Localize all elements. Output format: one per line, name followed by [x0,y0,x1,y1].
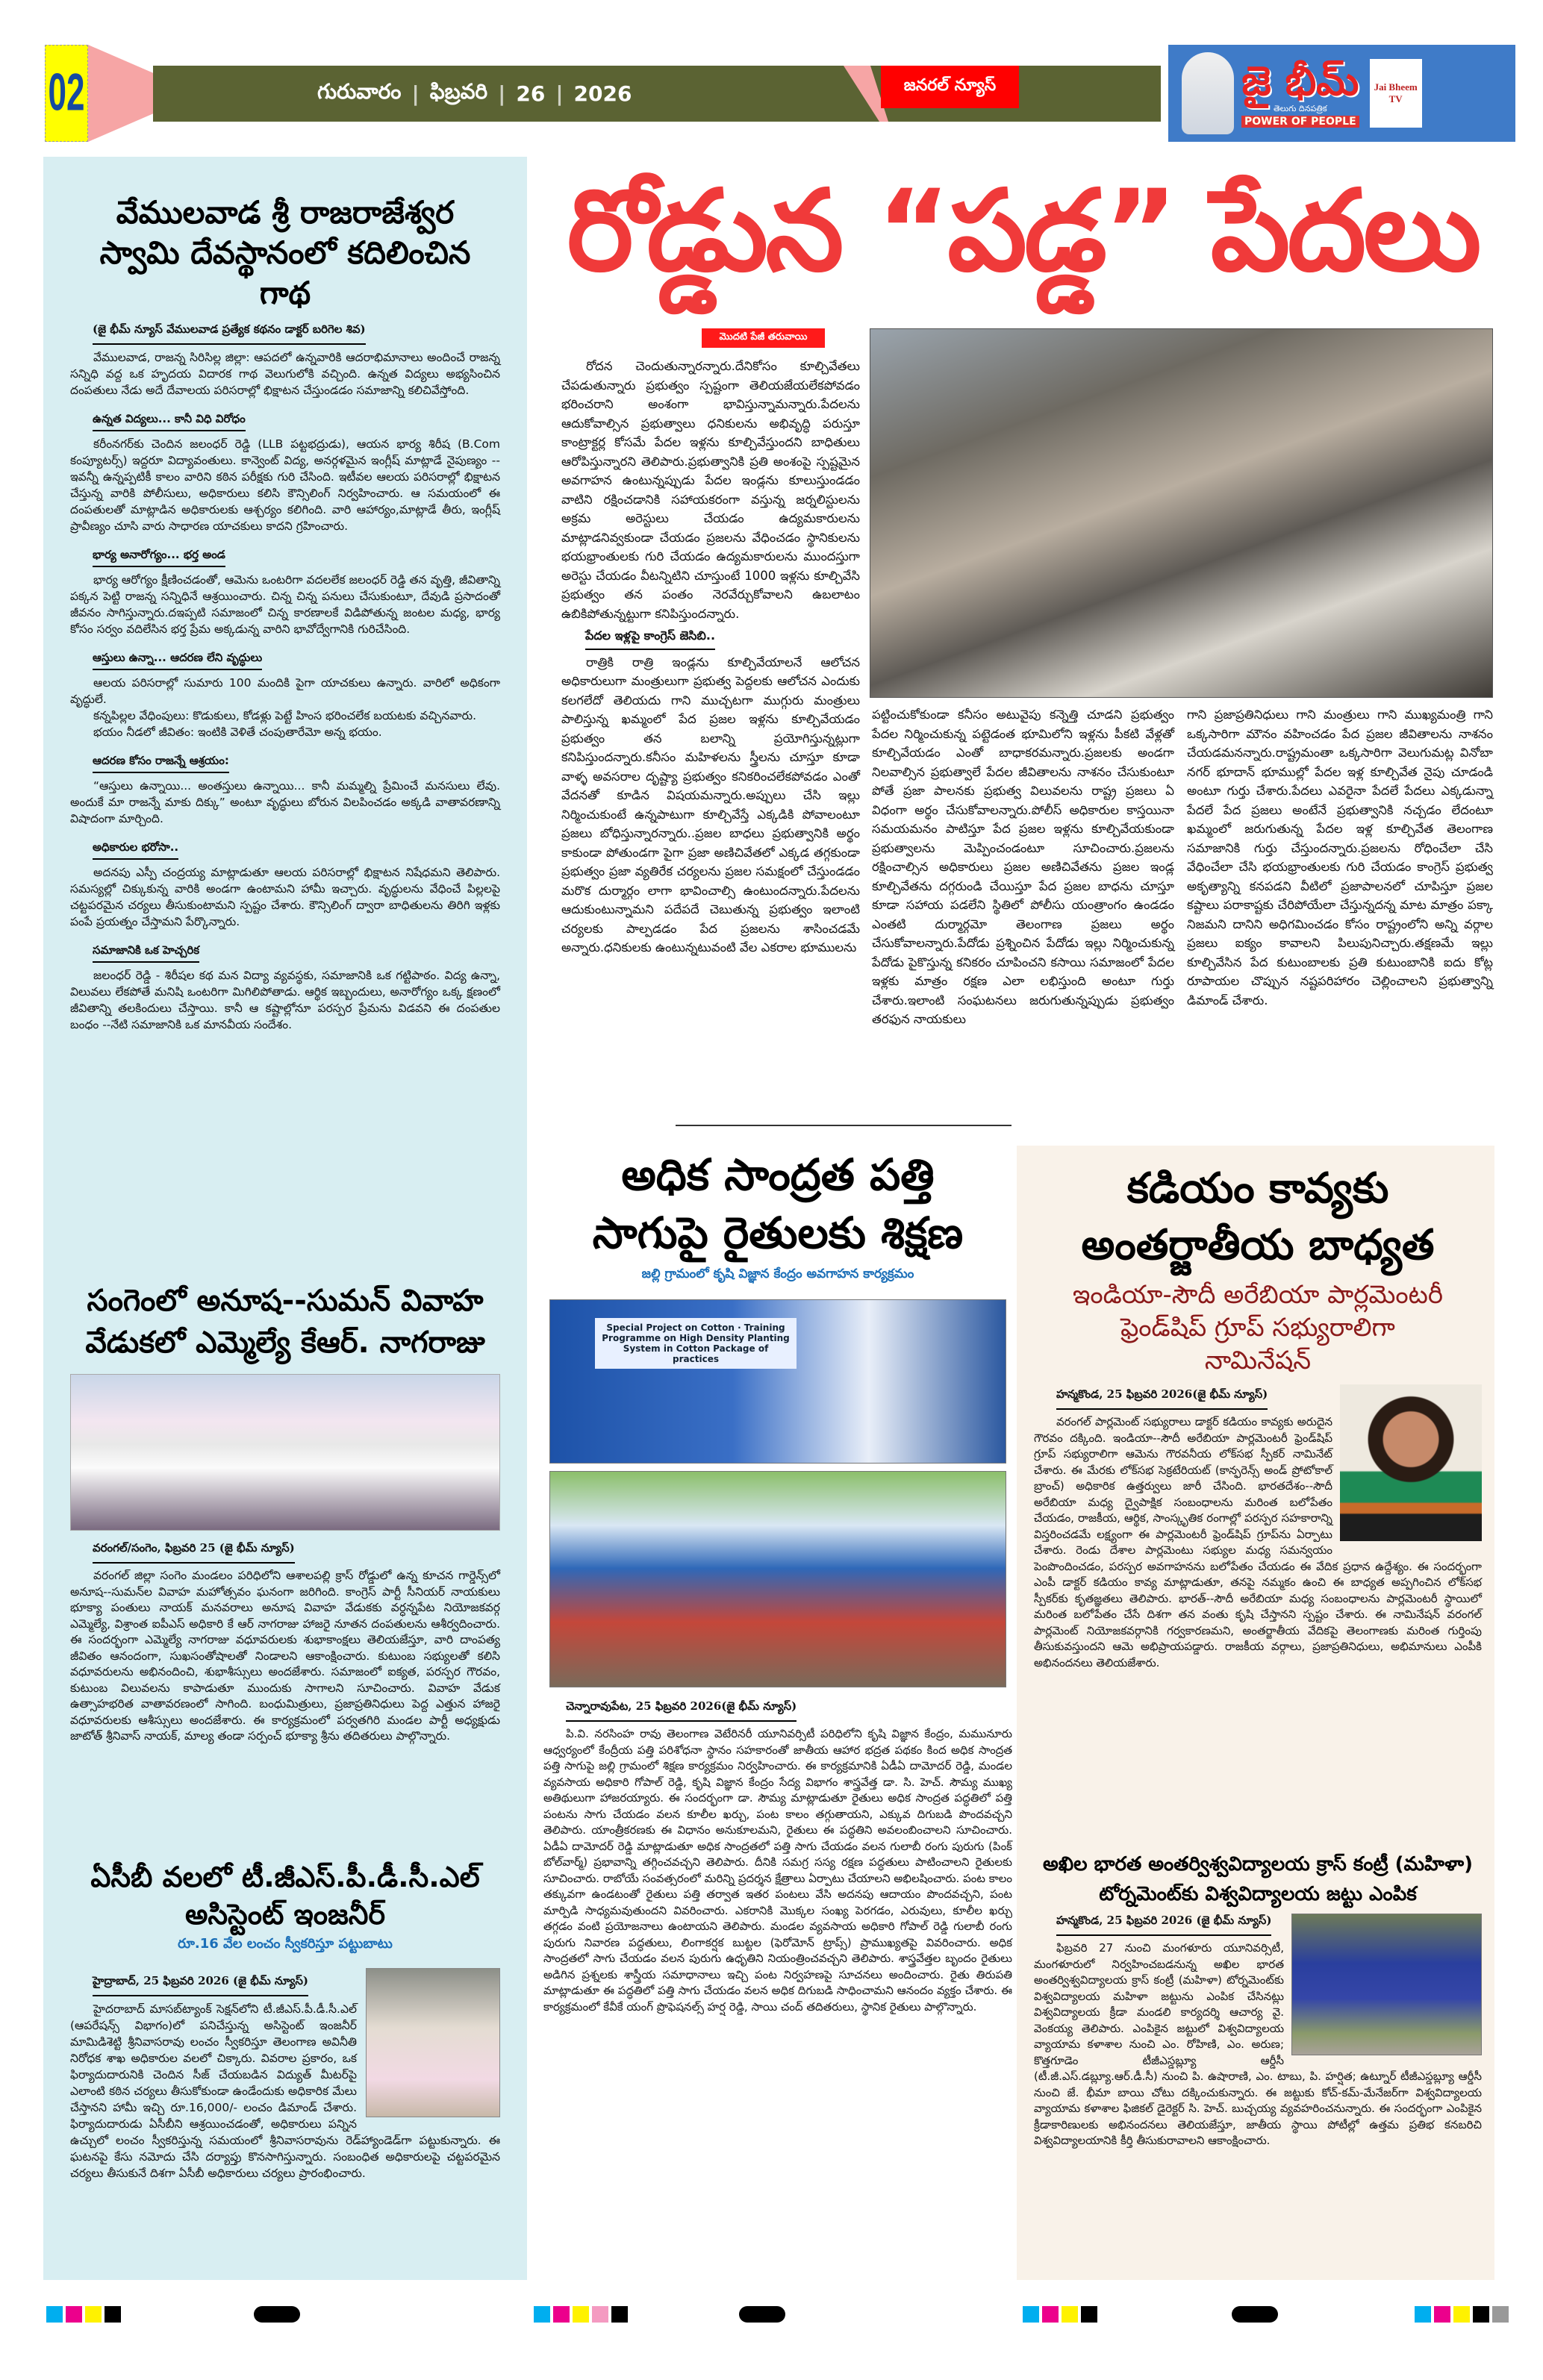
color-swatch [592,2306,608,2323]
color-swatch [46,2306,63,2323]
paragraph: హైదరాబాద్ మాసబ్‌ట్యాంక్ సెక్షన్‌లోని టీ.జీఎస్.పీ.డీ.సీ.ఎల్ (ఆపరేషన్స్ విభాగం)లో పనిచేస్తున్న అసిస్టెంట్ ఇంజనీర్ మామిడిశెట్టి శ్రీనివాసరావు లంచం స్వీకరిస్తూ తెలంగాణ అవినీతి నిరోధక శాఖ అధికారుల వలలో చిక్కారు. వివరాల ప్రకారం, ఒక ఫిర్యాదుదారునికి చెందిన సీజ్ చేయబడిన విద్యుత్ మీటర్‌పై ఎలాంటి కఠిన చర్యలు తీసుకోకుండా ఉండేందుకు అధికారిక మేలు చేస్తానని హామీ ఇచ్చి రూ.16,000/- లంచం డిమాండ్ చేశారు. ఫిర్యాదుదారుడు ఏసీబీని ఆశ్రయించడంతో, అధికారులు పన్నిన ఉచ్చులో లంచం స్వీకరిస్తున్న సమయంలో శ్రీనివాసరావును రెడ్‌హ్యాండెడ్‌గా పట్టుకున్నారు. ఈ ఘటనపై కేసు నమోదు చేసి దర్యాప్తు కొనసాగిస్తున్నారు. సంబంధిత అధికారులపై చట్టపరమైన చర్యలు తీసుకునే దిశగా ఏసీబీ అధికారులు చర్యలు ప్రారంభించారు. [70,2002,500,2180]
paragraph: రాత్రికి రాత్రి ఇండ్లను కూల్చివేయాలనే ఆలోచన అధికారులుగా మంత్రులుగా ప్రభుత్వ పెద్దలకు ఆలోచన ఎందుకు కలగలేదో తెలియదు గాని ముచ్చటగా ముగ్గురు మంత్రులు పాలిస్తున్న ఖమ్మంలో పేద ప్రజల ఇళ్లను కూల్చివేయడం ప్రభుత్వం తన బలాన్ని ప్రయోగిస్తున్నట్లుగా కనిపిస్తుందన్నారు.కనీసం మహిళలను స్త్రీలను చూస్తూ కూడా వాళ్ళ అవసరాల దృష్ట్యా ప్రభుత్వం కనికరించలేకపోవడం ఎంతో వేదనతో కూడిన విషయమన్నారు.అప్పులు చేసి ఇల్లు నిర్మించుకుంటే ఉన్నపాటుగా కూల్చివేస్తే ఎక్కడికి పోవాలంటూ ప్రజలు బోధిస్తున్నారన్నారు..ప్రజల బాధలు ప్రభుత్వానికి అర్థం కాకుండా పోతుండగా పైగా ప్రజా అణిచివేతలో ఎక్కడ తగ్గకుండా ప్రభుత్వం ప్రజా వ్యతిరేక చర్యలను ప్రజల సమక్షంలో చేస్తుండడం మరొక దుర్మార్గం లాగా భావించాల్సి ఉంటుందన్నారు.పేదలను ఆదుకుంటున్నామని పదేపదే చెబుతున్న ప్రభుత్వం ఇలాంటి చర్యలకు పాల్పడడం పేద ప్రజలను శాసించడమే అన్నారు.ధనికులకు ఉంటున్నటువంటి వేల ఎకరాల భూములను [561,655,860,955]
color-swatch [1453,2306,1470,2323]
color-swatch [1492,2306,1509,2323]
date-month: ఫిబ్రవరి [429,78,488,104]
color-swatch [66,2306,82,2323]
subheading: అధికారుల భరోసా.. [93,839,178,860]
subheadline: రూ.16 వేల లంచం స్వీకరిస్తూ పట్టుబాటు [178,1936,393,1952]
kadiyam-kavya-photo [1340,1384,1482,1541]
paragraph: “ఆస్తులు ఉన్నాయి... అంతస్తులు ఉన్నాయి... కానీ మమ్మల్ని ప్రేమించే మనసులు లేవు. అందుకే మా రాజన్నే మాకు దిక్కు” అంటూ వృద్ధులు బోరున విలపించడం అక్కడి వాతావరణాన్ని విషాదంగా మార్చింది. [70,779,500,825]
subheading: సమాజానికి ఒక హెచ్చరిక [93,942,199,963]
article-vemulawada [70,193,500,1033]
color-swatch [1473,2306,1489,2323]
dateline: హన్మకొండ, 25 ఫిబ్రవరి 2026 (జై భీమ్ న్యూస్) [1056,1911,1271,1936]
color-swatch [573,2306,589,2323]
paragraph: ఆలయ పరిసరాల్లో సుమారు 100 మందికి పైగా యాచకులు ఉన్నారు. వారిలో అధికంగా వృద్ధులే. [70,676,500,706]
paragraph: భార్య ఆరోగ్యం క్షీణించడంతో, ఆమెను ఒంటరిగా వదలలేక జలంధర్ రెడ్డి తన వృత్తి, జీవితాన్ని పక్కన పెట్టి రాజన్న సన్నిధినే ఆశ్రయించారు. చిన్న చిన్న పనులు చేసుకుంటూ, దేవుడి ప్రసాదంతో జీవనం సాగిస్తున్నారు.దఇప్పటి సమాజంలో చిన్న కారణాలకే విడిపోతున్న జంటల మధ్య, భార్య కోసం సర్వం వదిలేసిన భర్త ప్రేమ అక్కడున్న వారిని భావోద్వేగానికి గురిచేసింది. [70,573,500,636]
subheading: ఆస్తులు ఉన్నా... ఆదరణ లేని వృద్ధులు [93,649,262,670]
color-swatch [1042,2306,1059,2323]
paragraph: వరంగల్ జిల్లా సంగెం మండలం పరిధిలోని ఆశాలపల్లి క్రాస్ రోడ్డులో ఉన్న కూచన గార్డెన్స్‌లో అనూష--సుమన్‌ల వివాహ మహోత్సవం ఘనంగా జరిగింది. కాంగ్రెస్ పార్టీ సీనియర్ నాయకులు భూక్యా పంతులు నాయక్ మనవరాలు అనూష వివాహ వేడుకకు వర్ధన్నపేట నియోజకవర్గ ఎమ్మెల్యే, విశ్రాంత ఐపీఎస్ అధికారి కే ఆర్ నాగరాజు హాజరై నూతన దంపతులను ఆశీర్వదించారు. ఈ సందర్భంగా ఎమ్మెల్యే నాగరాజు వధూవరులకు శుభాకాంక్షలు తెలియజేస్తూ, వారి దాంపత్య జీవితం ఆనందంగా, సుఖసంతోషాలతో నిండాలని ఆకాంక్షించారు. కుటుంబ సభ్యులతో కలిసి వధూవరులను అభినందించి, శుభాశీస్సులు అందజేశారు. సమాజంలో ఐక్యత, పరస్పర గౌరవం, కుటుంబ విలువలను కాపాడుతూ ముందుకు సాగాలని సూచించారు. వివాహ వేడుక ఉత్సాహభరిత వాతావరణంలో సాగింది. బంధుమిత్రులు, ప్రజాప్రతినిధులు పెద్ద ఎత్తున హాజరై వధూవరులకు ఆశీస్సులు అందజేశారు. ఈ కార్యక్రమంలో పర్వతగిరి మండల పార్టీ అధ్యక్షుడు జాటోత్ శ్రీనివాస్ నాయక్, మాల్య తండా సర్పంచ్ భూక్యా శ్రీను తదితరులు పాల్గొన్నారు. [70,1569,500,1743]
logo-slogan: POWER OF PEOPLE [1241,116,1359,128]
paragraph: పట్టించుకోకుండా కనీసం అటువైపు కన్నెత్తి చూడని ప్రభుత్వం పేదల నిర్మించుకున్న పట్టెడంత భూమిలోని ఇళ్లను పీకటి వేళ్లతో కూల్చివేయడం ఎంతో బాధాకరమన్నారు.ప్రజలకు అండగా నిలవాల్సిన ప్రభుత్వాలే పేదల జీవితాలను నాశనం చేసుకుంటూ పోతే ప్రజా పాలనకు ప్రభుత్వ విలువలను రాష్ట్ర ప్రజలు ఏ విధంగా అర్థం చేసుకోవాలన్నారు.పోలీస్ అధికారుల కాస్తయినా సమయమనం పాటిస్తూ పేద ప్రజల ఇళ్లను కూల్చివేయకుండా ప్రభుత్వాలను మెప్పించండంటూ సూచించారు.ప్రజలను రక్షించాల్సిన అధికారులు ప్రజల అణిచివేతను ప్రజల ఇండ్ల కూల్చివేతను దగ్గరుండి చేయిస్తూ పేద ప్రజల బాధను చూస్తూ కూడా సహాయ పడలేని స్థితిలో పోలీసు యంత్రాంగం ఉండడం ఎంతటి దుర్మార్గమో తెలంగాణ ప్రజలు అర్థం చేసుకోవాలన్నారు.పేదోడు ప్రశ్నించిన పేదోడు ఇల్లు నిర్మించుకున్న పేదోడు పైకొస్తున్న కనికరం చూపించని కసాయి సమాజంలో పేదల ఇళ్లకు మాత్రం రక్షణ ఎలా లభిస్తుంది అంటూ గుర్తు చేశారు.ఇలాంటి సంఘటనలు జరుగుతున్నప్పుడు ప్రభుత్వం తరఫున నాయకులు [872,708,1174,1026]
date-year: 2026 [573,81,632,106]
color-swatch [1434,2306,1450,2323]
color-swatch [105,2306,121,2323]
color-swatch [553,2306,570,2323]
wedding-photo [70,1374,500,1531]
headline: వేములవాడ శ్రీ రాజరాజేశ్వర స్వామి దేవస్థానంలో కదిలించిన గాథ [99,194,471,311]
logo-tagline: తెలుగు దినపత్రిక [1274,104,1327,113]
lead-column-1 [561,357,860,958]
color-swatch [1081,2306,1097,2323]
page-number: 02 [48,63,85,122]
paragraph: వేములవాడ, రాజన్న సిరిసిల్ల జిల్లా: ఆపదలో ఉన్నవారికి ఆదరాభిమానాలు అందించే రాజన్న సన్నిధి వద్ద ఒక హృదయ విదారక గాథ వెలుగులోకి వచ్చింది. ఉన్నత విద్యలు అభ్యసించిన దంపతులు నేడు అదే దేవాలయ పరిసరాల్లో భిక్షాటన చేస్తుండడం సమాజాన్ని కలిచివేస్తోంది. [70,351,500,397]
color-swatch [611,2306,628,2323]
header-date-bar: గురువారం | ఫిబ్రవరి | 26 | 2026 [153,66,1161,122]
dateline: చెన్నారావుపేట, 25 ఫిబ్రవరి 2026(జై భీమ్ న్యూస్) [566,1696,797,1722]
paragraph: ఫిబ్రవరి 27 నుంచి మంగళూరు యూనివర్సిటీ, మంగళూరులో నిర్వహించబడనున్న అఖిల భారత అంతర్విశ్వవిద్యాలయ క్రాస్ కంట్రీ (మహిళా) టోర్నమెంట్‌కు విశ్వవిద్యాలయ మహిళా జట్టును ఎంపిక చేసినట్లు విశ్వవిద్యాలయ క్రీడా మండలి కార్యదర్శి ఆచార్య వై. వెంకయ్య తెలిపారు. ఎంపికైన జట్టులో విశ్వవిద్యాలయ వ్యాయామ కళాశాల నుంచి ఎం. రోహిణి, ఎం. అరుణ; కొత్తగూడెం టీజీఎస్డబ్ల్యూ ఆర్డీసీ (టీ.జీ.ఎస్.డబ్ల్యూ.ఆర్.డీ.సీ) నుంచి పి. ఉషారాణి, ఎం. టాబు, పి. హర్షిత; ఉట్నూర్ టీజీఎస్డబ్ల్యూ ఆర్డీసీ నుంచి జే. భీమా బాయి చోటు దక్కించుకున్నారు. ఈ జట్టుకు కోచ్-కమ్-మేనేజర్‌గా విశ్వవిద్యాలయ వ్యాయామ కళాశాల ఫిజికల్ డైరెక్టర్ సి. హెచ్. బుచ్చయ్య వ్యవహరించనున్నారు. ఈ సందర్భంగా ఎంపికైన క్రీడాకారిణులకు అభినందనలు తెలియజేస్తూ, జాతీయ స్థాయి పోటీల్లో ఉత్తమ ప్రతిభ కనబరిచి విశ్వవిద్యాలయానికి కీర్తి తీసుకురావాలని ఆకాంక్షించారు. [1034,1941,1482,2147]
paragraph: రోదన చెందుతున్నారన్నారు.దేనికోసం కూల్చివేతలు చేపడుతున్నారు ప్రభుత్వం స్పష్టంగా తెలియజేయలేకపోవడం భరించరాని అంశంగా భావిస్తున్నామన్నారు.పేదలను ఆదుకోవాల్సిన ప్రభుత్వాలు ధనికులను అభివృద్ధి పరుస్తూ కాంట్రాక్టర్ల కోసమే పేదల ఇళ్లను కూల్చివేస్తుందని బాధితులు ఆరోపిస్తున్నారని తెలిపారు.ప్రభుత్వానికి ప్రతి అంశంపై స్పష్టమైన అవగాహన ఉంటున్నప్పుడు పేదల ఇండ్లను కూలుస్తుండడం వాటిని రక్షించడానికి సహాయకరంగా వస్తున్న జర్నలిస్టులను అక్రమ అరెస్టులు చేయడం ఉద్యమకారులను మాట్లాడనివ్వకుండా చేయడం ప్రజలను వేధించడం స్థానికులను భయభ్రాంతులకు గురి చేయడం ఉద్యమకారులను ముందస్తుగా అరెస్టు చేయడం వీటన్నిటిని చూస్తుంటే 1000 ఇళ్లను కూల్చివేసి ప్రభుత్వం తన పంతం నెరవేర్చుకోవాలని ఉబలాటం ఉబికిపోతున్నట్టుగా కనిపిస్తుందన్నారు. [561,359,860,621]
byline: (జై భీమ్ న్యూస్ వేములవాడ ప్రత్యేక కథనం డాక్టర్ బరిగెల శివ) [93,319,366,345]
paragraph: పి.వి. నరసింహ రావు తెలంగాణ వెటేరినరీ యూనివర్సిటీ పరిధిలోని కృషి విజ్ఞాన కేంద్రం, మమునూరు ఆధ్వర్యంలో కేంద్రీయ పత్తి పరిశోధనా స్థానం సహకారంతో జాతీయ ఆహార భద్రత పథకం కింద అధిక సాంద్రత పత్తి సాగుపై జల్లి గ్రామంలో శిక్షణ కార్యక్రమం నిర్వహించారు. ఈ కార్యక్రమానికి ఏడీఏ దామోదర్ రెడ్డి, మండల వ్యవసాయ అధికారి గోపాల్ రెడ్డి, కృషి విజ్ఞాన కేంద్రం సేద్య విభాగం శాస్త్రవేత్త డా. సి. హెచ్. సౌమ్య ముఖ్య అతిథులుగా హాజరయ్యారు. ఈ సందర్భంగా డా. సౌమ్య మాట్లాడుతూ రైతులు అధిక సాంద్రత పద్ధతిలో పత్తి పంటను సాగు చేయడం వలన కూలీల ఖర్చు, పంట కాలం తగ్గుతాయని, ఎక్కువ దిగుబడి పొందవచ్చని తెలిపారు. యాంత్రీకరణకు ఈ విధానం అనుకూలమని, రైతులు ఈ పద్ధతిని అవలంబించాలని సూచించారు. ఏడీఏ దామోదర్ రెడ్డి మాట్లాడుతూ అధిక సాంద్రతలో పత్తి సాగు చేయడం వలన గులాబీ రంగు పురుగు (పింక్ బోల్‌వార్మ్) ప్రభావాన్ని తగ్గించవచ్చని తెలిపారు. దీనికి సమగ్ర సస్య రక్షణ పద్ధతులు పాటించాలని రైతులకు సూచించారు. రాబోయే సంవత్సరంలో మరిన్ని ప్రదర్శన క్షేత్రాలు ఏర్పాటు చేయాలని అభిలషించారు. పంట కాలం తక్కువగా ఉండటంతో రైతులు పత్తి తర్వాత ఇతర పంటలు వేసి అదనపు ఆదాయం పొందవచ్చని, పంట మార్పిడి సాధ్యమవుతుందని వివరించారు. ఎకరానికి మొక్కల సంఖ్య పెరగడం, ఎరువులు, కూలీల ఖర్చు తగ్గడం వంటి ప్రయోజనాలు ఉంటాయని తెలిపారు. మండల వ్యవసాయ అధికారి గోపాల్ రెడ్డి గులాబీ రంగు పురుగు నివారణ పద్ధతులు, లింగాకర్షక బుట్టల (ఫెరోమోన్ ట్రాప్స్) ప్రాముఖ్యతపై వివరించారు. అధిక సాంద్రతలో సాగు చేయడం వలన పురుగు ఉధృతిని నియంత్రించవచ్చని తెలిపారు. శాస్త్రవేత్తల బృందం రైతులు అడిగిన ప్రశ్నలకు శాస్త్రీయ సమాధానాలు ఇచ్చి పంట నిర్వహణపై సూచనలు అందించారు. రైతు తిరుపతి మాట్లాడుతూ ఈ పద్ధతిలో పత్తి సాగు చేయడం వలన అధిక దిగుబడి సాధించామని ఆనందం వ్యక్తం చేశారు. ఈ కార్యక్రమంలో కేవీకే యంగ్ ప్రొఫెషనల్స్ హర్ష రెడ్డి, సాయి చంద్ తదితరులు, స్థానిక రైతులు పాల్గొన్నారు. [543,1727,1012,2014]
headline: ఏసీబీ వలలో టీ.జీఎస్.పీ.డీ.సీ.ఎల్ అసిస్టెంట్ ఇంజనీర్ [90,1861,480,1931]
paragraph: కన్నపిల్లల వేధింపులు: కొడుకులు, కోడళ్లు పెట్టే హింస భరించలేక బయటకు వచ్చినవారు. [93,709,477,722]
article-university [1034,1849,1482,2149]
paragraph: గాని ప్రజాప్రతినిధులు గాని మంత్రులు గాని ముఖ్యమంత్రి గాని ఒక్కసారిగా మౌనం వహించడం పేద ప్రజల జీవితాలను నాశనం చేయడమనన్నారు.రాష్ట్రమంతా ఒక్కసారిగా వెలుగుమట్ల వినోబా నగర్ భూదాన్ భూముల్లో పేదల ఇళ్ల కూల్చివేత నైపు చూడండి అంటూ గుర్తు చేశారు.పేదలు ఎవరైనా పేదలే పేదలు ఎక్కడున్నా పేదలే పేద ప్రజలు అంటేనే ప్రభుత్వానికి నచ్చడం లేదంటూ ఖమ్మంలో జరుగుతున్న పేదల ఇళ్ల కూల్చివేత తెలంగాణ సమాజానికి గుర్తు చేస్తుందన్నారు.ప్రజలను రోధించేలా చేసి వేధించేలా చేసి భయభ్రాంతులకు గురి చేయడం కాంగ్రెస్ ప్రభుత్వ అకృత్యాన్ని కనపడని వీటిలో ప్రజాపాలనలో చూపిస్తూ ప్రజల కష్టాలు పరాకాష్టకు చేరిపోయేలా చేస్తున్నదన్న మాట మాత్రం పక్కా నిజమని దానిని అధిగమించడం కోసం రాష్ట్రంలోని అన్ని వర్గాల ప్రజలు ఐక్యం కావాలని పిలుపునిచ్చారు.తక్షణమే ఇల్లు కూల్చివేసిన పేద కుటుంబాలకు ప్రతి కుటుంబానికి ఐదు కోట్ల రూపాయల చొప్పున నష్టపరిహారం చెల్లించాలని ప్రభుత్వాన్ని డిమాండ్ చేశారు. [1187,708,1493,1008]
subheading: భార్య అనారోగ్యం... భర్త అండ [93,546,225,567]
headline: సంగెంలో అనూష--సుమన్ వివాహ వేడుకలో ఎమ్మెల్యే కేఆర్. నాగరాజు [85,1284,485,1360]
farmers-meeting-photo [549,1471,1006,1687]
headline: అధిక సాంద్రత పత్తి సాగుపై రైతులకు శిక్షణ [592,1149,964,1258]
subheading: ఉన్నత విద్యలు... కానీ విధి విరోధం [93,410,246,431]
article-sangem [70,1280,500,1745]
acb-accused-photo [366,1968,500,2117]
dateline: హన్మకొండ, 25 ఫిబ్రవరి 2026(జై భీమ్ న్యూస్) [1056,1384,1268,1410]
paragraph: జలంధర్ రెడ్డి - శిరీషల కథ మన విద్యా వ్యవస్థకు, సమాజానికి ఒక గట్టిపాఠం. విద్య ఉన్నా, విలువలు లేకపోతే మనిషి ఒంటరిగా మిగిలిపోతాడు. ఆర్థిక ఇబ్బందులు, అనారోగ్యం ఒక్క క్షణంలో జీవితాన్ని తలకిందులు చేస్తాయి. కానీ ఆ కష్టాల్లోనూ పరస్పర ప్రేమను విడవని ఈ దంపతుల బంధం --నేటి సమాజానికి ఒక మానవీయ సందేశం. [70,969,500,1031]
banner-text: Special Project on Cotton · Training Programme on High Density Planting System in Cotton Package of practices [595,1318,797,1369]
team-photo [1291,1914,1482,2055]
subheading: పేదల ఇళ్లపై కాంగ్రెస్ జెసిబి.. [585,626,715,650]
article-acb [70,1858,500,2181]
demolition-photo [870,328,1493,698]
dateline: హైద్రాబాద్, 25 ఫిబ్రవరి 2026 (జై భీమ్ న్యూస్) [93,1971,308,1996]
training-banner-photo [549,1299,1006,1464]
article-kadiyam [1034,1161,1482,1671]
date-day: 26 [516,81,546,106]
lead-column-2 [872,705,1174,1029]
headline: అఖిల భారత అంతర్విశ్వవిద్యాలయ క్రాస్ కంట్రీ (మహిళా) టోర్నమెంట్‌కు విశ్వవిద్యాలయ జట్టు ఎంపిక [1043,1853,1473,1905]
color-swatch [85,2306,102,2323]
paragraph: అదనపు ఎస్పీ చంద్రయ్య మాట్లాడుతూ ఆలయ పరిసరాల్లో భిక్షాటన నిషేధమని తెలిపారు. సమస్యల్లో చిక్కుకున్న వారికి అండగా ఉంటామని హామీ ఇచ్చారు. వృద్ధులను వేధించే పిల్లలపై చట్టపరమైన చర్యలు తీసుకుంటామని స్పష్టం చేశారు. కౌన్సిలింగ్ ద్వారా బాధితులను తిరిగి ఇళ్లకు పంపే ప్రయత్నం చేస్తామని పేర్కొన్నారు. [70,866,500,928]
ambedkar-portrait [1182,52,1234,134]
paragraph: కరీంనగర్‌కు చెందిన జలంధర్ రెడ్డి (LLB పట్టభద్రుడు), ఆయన భార్య శిరీష (B.Com కంప్యూటర్స్) ఇద్దరూ విద్యావంతులు. కాన్వెంట్ విద్య, అనర్గళమైన ఇంగ్లీష్ మాట్లాడే నైపుణ్యం -- ఇవన్నీ ఉన్నప్పటికీ కాలం వారిని కఠిన పరీక్షకు గురి చేసింది. ఇటీవల ఆలయ పరిసరాల్లో భిక్షాటన చేస్తున్న వారికి పోలీసులు, అధికారులు కలిసి కౌన్సిలింగ్ నిర్వహించారు. ఆ సమయంలో ఈ దంపతులతో మాట్లాడిన అధికారులకు ఆశ్చర్యం కలిగింది. వారి ఆహార్యం,మాట్లాడే తీరు, ఇంగ్లీష్ ప్రావీణ్యం చూసి వారు సాధారణ యాచకులు కాదని గ్రహించారు. [70,437,500,533]
lead-headline: రోడ్డున “పడ్డ” పేదలు [567,166,1479,296]
print-color-marks [0,2306,1543,2324]
subheading: ఆదరణ కోసం రాజన్నే ఆశ్రయం: [93,752,229,773]
color-swatch [534,2306,550,2323]
paragraph: భయం నీడలో జీవితం: ఇంటికి వెళితే చంపుతారేమో అన్న భయం. [93,725,382,739]
color-swatch [1415,2306,1431,2323]
color-swatch [1062,2306,1078,2323]
subheadline: జల్లి గ్రామంలో కృషి విజ్ఞాన కేంద్రం అవగాహన కార్యక్రమం [641,1266,914,1281]
divider [676,1125,1011,1126]
section-tag: జనరల్ న్యూస్ [881,66,1019,108]
lead-column-3 [1187,705,1493,1010]
masthead-logo [1168,45,1515,142]
page-number-box [45,45,88,142]
header-accent [88,45,155,142]
logo-title: జై భీమ్ [1241,57,1359,104]
paragraph: వరంగల్ పార్లమెంట్ సభ్యురాలు డాక్టర్ కడియం కావ్యకు అరుదైన గౌరవం దక్కింది. ఇండియా--సౌదీ అరేబియా పార్లమెంటరీ ఫ్రెండ్‌షిప్ గ్రూప్ సభ్యురాలిగా ఆమెను గౌరవనీయ లోక్‌సభ స్పీకర్ నామినేట్ చేశారు. ఈ మేరకు లోక్‌సభ సెక్రటేరియట్ (కాన్ఫరెన్స్ అండ్ ప్రోటోకాల్ బ్రాంచ్) అధికారిక ఉత్తర్వులు జారీ చేసింది. భారతదేశం--సౌదీ అరేబియా మధ్య ద్వైపాక్షిక సంబంధాలను మరింత బలోపేతం చేయడం, రాజకీయ, ఆర్థిక, సాంస్కృతిక రంగాల్లో పరస్పర సహకారాన్ని విస్తరించడమే లక్ష్యంగా ఈ పార్లమెంటరీ ఫ్రెండ్‌షిప్ గ్రూప్‌ను ఏర్పాటు చేశారు. రెండు దేశాల పార్లమెంటు సభ్యుల మధ్య సమన్వయం పెంపొందించడం, పరస్పర అవగాహనను బలోపేతం చేయడం ఈ వేదిక ప్రధాన ఉద్దేశ్యం. ఈ సందర్భంగా ఎంపీ డాక్టర్ కడియం కావ్య మాట్లాడుతూ, తనపై నమ్మకం ఉంచి ఈ బాధ్యత అప్పగించిన లోక్‌సభ స్పీకర్‌కు కృతజ్ఞతలు తెలిపారు. భారత్--సౌదీ అరేబియా మధ్య సంబంధాలను పార్లమెంటరీ స్థాయిలో మరింత బలోపేతం చేసే దిశగా తన వంతు కృషి చేస్తానని స్పష్టం చేశారు. ఈ నామినేషన్ వరంగల్ పార్లమెంట్ నియోజకవర్గానికి గర్వకారణమని, అంతర్జాతీయ వేదికపై తెలంగాణకు మరింత గుర్తింపు తీసుకువస్తుందని ఆమె అభిప్రాయపడ్డారు. రాజకీయ వర్గాలు, ప్రజాప్రతినిధులు, అభిమానులు ఎంపీకి అభినందనలు తెలియజేశారు. [1034,1415,1482,1670]
jai-bheem-tv-logo: Jai Bheem TV [1370,59,1422,128]
article-cotton [543,1146,1012,2015]
continued-tag: మొదటి పేజీ తరువాయి [702,328,825,348]
dateline: వరంగల్/సంగెం, ఫిబ్రవరి 25 (జై భీమ్ న్యూస్) [93,1538,295,1564]
date-weekday: గురువారం [317,78,402,104]
headline: కడియం కావ్యకు అంతర్జాతీయ బాధ్యత [1081,1164,1435,1269]
color-swatch [1023,2306,1039,2323]
subheadline: ఇండియా-సౌదీ అరేబియా పార్లమెంటరీ ఫ్రెండ్‌షిప్ గ్రూప్ సభ్యురాలిగా నామినేషన్ [1072,1280,1443,1375]
